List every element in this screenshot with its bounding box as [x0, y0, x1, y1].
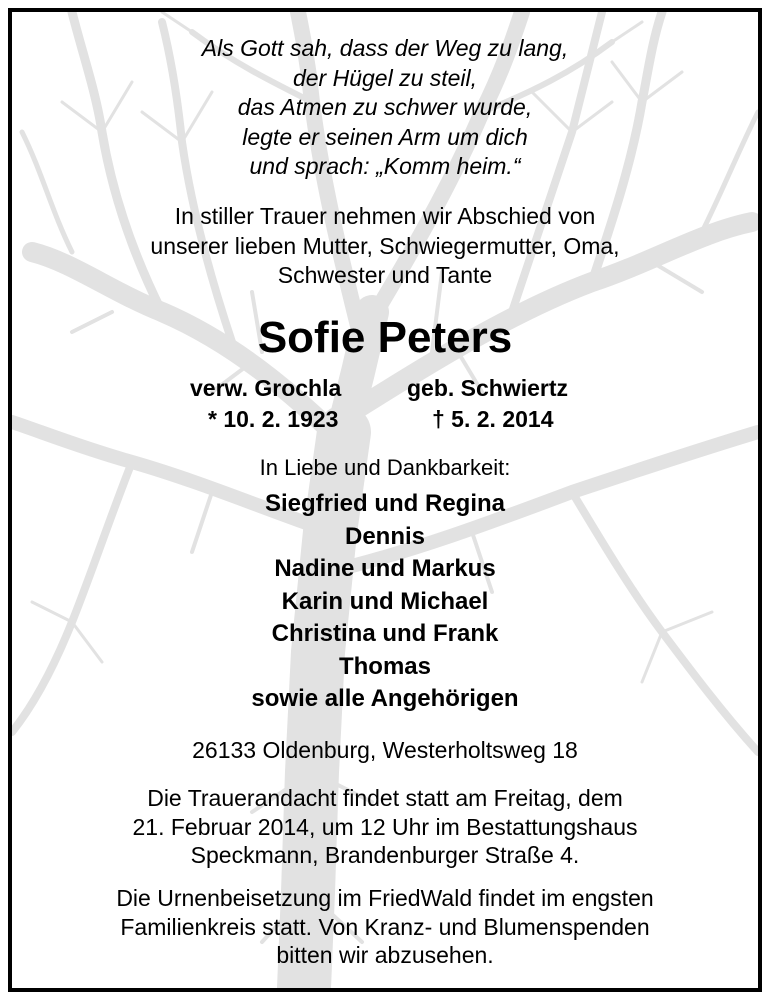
birth-date: * 10. 2. 1923	[208, 406, 339, 432]
death-date: † 5. 2. 2014	[432, 406, 554, 432]
family-member: Christina und Frank	[271, 620, 499, 647]
service-line: 21. Februar 2014, um 12 Uhr im Bestattungshaus	[132, 813, 638, 840]
notice-content	[12, 12, 758, 988]
family-list	[12, 488, 758, 716]
intro-text	[12, 202, 758, 291]
family-member: Nadine und Markus	[274, 555, 496, 582]
family-member: Dennis	[344, 522, 425, 550]
burial-line: Die Urnenbeisetzung im FriedWald findet im engsten	[116, 885, 654, 911]
family-member: Siegfried und Regina	[264, 490, 506, 517]
intro-line: unserer lieben Mutter, Schwiegermutter, Oma,	[150, 232, 620, 259]
widowed-name: verw. Grochla	[190, 375, 342, 401]
service-line: Die Trauerandacht findet statt am Freitag, dem	[147, 785, 623, 811]
poem-line: das Atmen zu schwer wurde,	[237, 94, 533, 120]
address: 26133 Oldenburg, Westerholtsweg 18	[192, 737, 578, 763]
deceased-name: Sofie Peters	[257, 313, 513, 362]
dedication: In Liebe und Dankbarkeit:	[259, 455, 511, 480]
service-line: Speckmann, Brandenburger Straße 4.	[190, 842, 580, 868]
intro-line: Schwester und Tante	[277, 262, 493, 288]
poem	[12, 34, 758, 182]
intro-line: In stiller Trauer nehmen wir Abschied von	[174, 203, 596, 229]
burial-info	[12, 884, 758, 970]
family-member: Thomas	[338, 652, 431, 680]
burial-line: Familienkreis statt. Von Kranz- und Blumenspenden	[120, 913, 650, 940]
poem-line: und sprach: „Komm heim.“	[249, 153, 521, 179]
burial-line: bitten wir abzusehen.	[276, 942, 494, 968]
obituary-notice	[8, 8, 762, 992]
family-member: sowie alle Angehörigen	[251, 685, 519, 712]
family-member: Karin und Michael	[281, 587, 489, 615]
service-info	[12, 784, 758, 870]
poem-line: Als Gott sah, dass der Weg zu lang,	[201, 35, 569, 61]
birth-name: geb. Schwiertz	[407, 375, 569, 401]
poem-line: legte er seinen Arm um dich	[242, 123, 528, 150]
poem-line: der Hügel zu steil,	[292, 64, 478, 91]
